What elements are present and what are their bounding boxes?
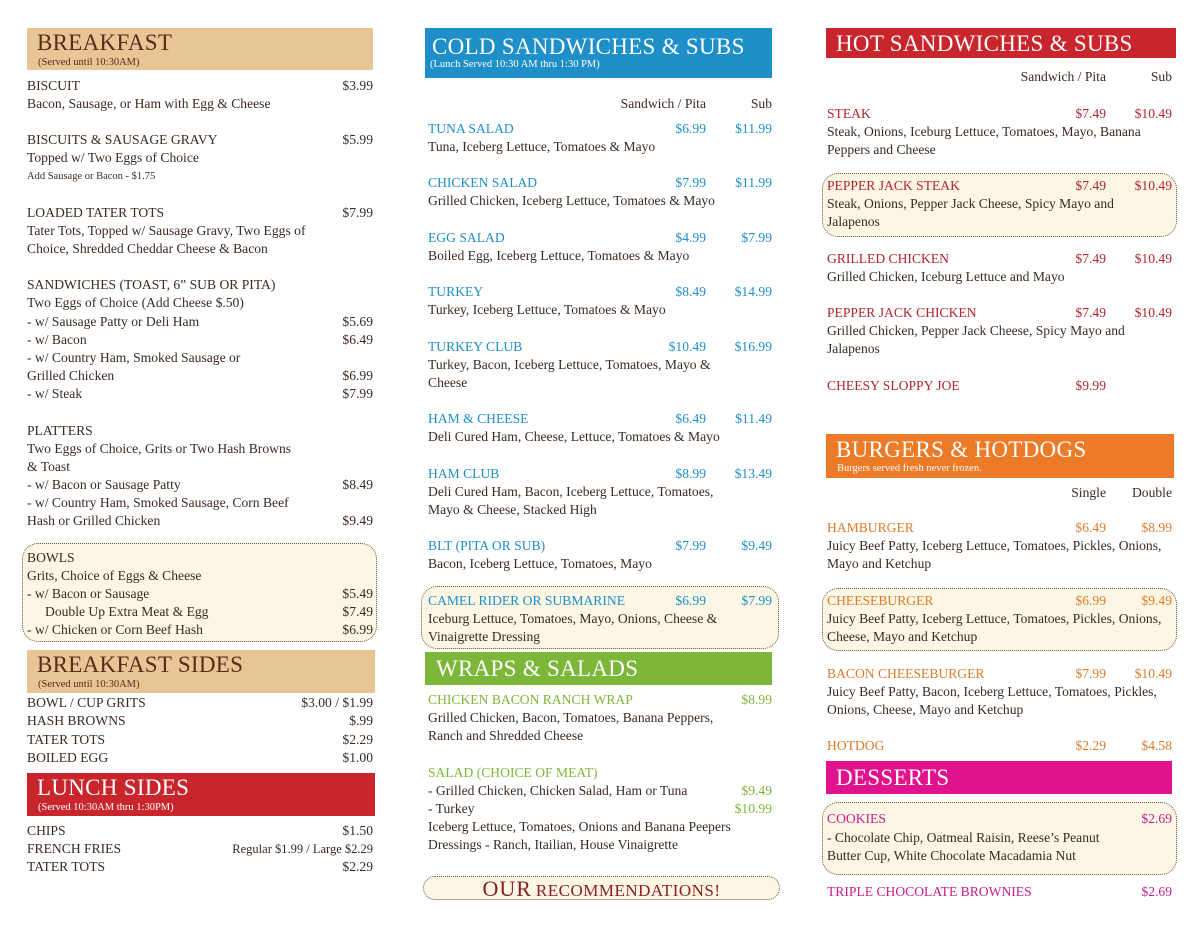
burger-item-price-double: $4.58	[1141, 738, 1172, 753]
item-tots-desc1: Tater Tots, Topped w/ Sausage Gravy, Two Eggs of	[27, 223, 306, 238]
cold-item-price-sub: $13.49	[734, 466, 772, 481]
lunch-sides-title: LUNCH SIDES	[37, 775, 190, 800]
wrap-name: CHICKEN BACON RANCH WRAP	[428, 692, 633, 707]
bside-3-price: $2.29	[342, 732, 373, 747]
lunch-sides-header	[27, 773, 375, 816]
burger-item-price-single: $2.29	[1075, 738, 1106, 753]
burger-item-price-double: $10.49	[1134, 666, 1172, 681]
item-biscuit-name: BISCUIT	[27, 78, 80, 93]
cold-item-name: TURKEY CLUB	[428, 339, 523, 354]
cold-item-desc: Tuna, Iceberg Lettuce, Tomatoes & Mayo	[428, 139, 656, 154]
cookies-desc2: Butter Cup, White Chocolate Macadamia Nut	[827, 848, 1076, 863]
bside-3-name: TATER TOTS	[27, 732, 106, 747]
item-gravy-note: Add Sausage or Bacon - $1.75	[27, 171, 156, 182]
cold-item-price-sub: $16.99	[734, 339, 772, 354]
salad-option-2: - Turkey	[428, 801, 475, 816]
cold-item-desc2: Cheese	[428, 375, 468, 390]
salad-desc1: Iceberg Lettuce, Tomatoes, Onions and Banana Peepers	[428, 819, 731, 834]
cold-item-desc: Deli Cured Ham, Cheese, Lettuce, Tomatoes & Mayo	[428, 429, 720, 444]
bside-2-name: HASH BROWNS	[27, 713, 126, 728]
sandwich-option-4: - w/ Steak	[27, 386, 83, 401]
hot-header	[826, 28, 1176, 58]
bowl-option-2: Double Up Extra Meat & Egg	[45, 604, 209, 619]
hot-item-name: PEPPER JACK STEAK	[827, 178, 960, 193]
burger-item-desc2: Mayo and Ketchup	[827, 556, 932, 571]
recommendations-big: OUR	[482, 876, 532, 901]
cold-title: COLD SANDWICHES & SUBS	[432, 34, 745, 59]
hot-item-price-sub: $10.49	[1134, 251, 1172, 266]
bowl-option-1-price: $5.49	[342, 586, 373, 601]
burger-item-name: BACON CHEESEBURGER	[827, 666, 985, 681]
bowl-option-1: - w/ Bacon or Sausage	[27, 586, 150, 601]
hot-item-name: GRILLED CHICKEN	[827, 251, 949, 266]
cold-item-desc: Boiled Egg, Iceberg Lettuce, Tomatoes & Mayo	[428, 248, 690, 263]
burger-item-desc: Juicy Beef Patty, Iceberg Lettuce, Tomatoes, Pickles, Onions,	[827, 611, 1162, 626]
burgers-col-double: Double	[1131, 485, 1172, 500]
sandwich-option-1: - w/ Sausage Patty or Deli Ham	[27, 314, 200, 329]
item-sandwiches-desc: Two Eggs of Choice (Add Cheese $.50)	[27, 295, 244, 310]
breakfast-sides-subtitle: (Served until 10:30AM)	[38, 679, 140, 690]
bowl-option-3-price: $6.99	[342, 622, 373, 637]
sandwich-option-2-price: $6.49	[342, 332, 373, 347]
cold-item-desc2: Mayo & Cheese, Stacked High	[428, 502, 597, 517]
breakfast-subtitle: (Served until 10:30AM)	[38, 57, 140, 68]
burger-item-desc2: Cheese, Mayo and Ketchup	[827, 629, 978, 644]
hot-item-price-sandwich: $9.99	[1075, 378, 1106, 393]
cold-item-name: CHICKEN SALAD	[428, 175, 538, 190]
recommendations-rest: RECOMMENDATIONS!	[535, 881, 721, 900]
cold-item-price-sub: $11.99	[735, 175, 772, 190]
cold-item-price-sandwich: $8.99	[675, 466, 706, 481]
recommendations-text	[423, 876, 780, 902]
hot-item-desc: Steak, Onions, Pepper Jack Cheese, Spicy Mayo and	[827, 196, 1114, 211]
salad-option-1-price: $9.49	[741, 783, 772, 798]
cold-item-desc: Turkey, Iceberg Lettuce, Tomatoes & Mayo	[428, 302, 666, 317]
hot-item-desc: Steak, Onions, Iceburg Lettuce, Tomatoes, Mayo, Banana	[827, 124, 1141, 139]
hot-item-price-sandwich: $7.49	[1075, 305, 1106, 320]
item-platters-desc1: Two Eggs of Choice, Grits or Two Hash Browns	[27, 441, 292, 456]
bside-2-price: $.99	[349, 713, 373, 728]
hot-item-price-sub: $10.49	[1134, 178, 1172, 193]
hot-title: HOT SANDWICHES & SUBS	[836, 31, 1133, 56]
lside-3-name: TATER TOTS	[27, 859, 106, 874]
hot-item-price-sandwich: $7.49	[1075, 178, 1106, 193]
hot-item-price-sub: $10.49	[1134, 106, 1172, 121]
bside-4-price: $1.00	[342, 750, 373, 765]
cold-item-price-sub: $14.99	[734, 284, 772, 299]
cookies-name: COOKIES	[827, 811, 886, 826]
brownies-name: TRIPLE CHOCOLATE BROWNIES	[827, 884, 1032, 899]
bside-4-name: BOILED EGG	[27, 750, 109, 765]
cold-item-desc: Grilled Chicken, Iceberg Lettuce, Tomatoes & Mayo	[428, 193, 715, 208]
cold-item-price-sandwich: $6.49	[675, 411, 706, 426]
lside-1-name: CHIPS	[27, 823, 66, 838]
cold-subtitle: (Lunch Served 10:30 AM thru 1:30 PM)	[430, 59, 600, 70]
burger-item-price-double: $9.49	[1141, 593, 1172, 608]
cold-item-price-sandwich: $7.99	[675, 538, 706, 553]
cold-item-name: TUNA SALAD	[428, 121, 514, 136]
hot-col-sandwich: Sandwich / Pita	[1020, 69, 1106, 84]
item-gravy-price: $5.99	[342, 132, 373, 147]
brownies-price: $2.69	[1141, 884, 1172, 899]
cold-item-name: TURKEY	[428, 284, 484, 299]
item-tots-price: $7.99	[342, 205, 373, 220]
burgers-title: BURGERS & HOTDOGS	[836, 437, 1087, 462]
sandwich-option-3a: - w/ Country Ham, Smoked Sausage or	[27, 350, 241, 365]
breakfast-sides-header	[27, 650, 375, 693]
wrap-price: $8.99	[741, 692, 772, 707]
item-biscuit-price: $3.99	[342, 78, 373, 93]
item-biscuit-desc: Bacon, Sausage, or Ham with Egg & Cheese	[27, 96, 271, 111]
camel-name: CAMEL RIDER OR SUBMARINE	[428, 593, 625, 608]
sandwich-option-1-price: $5.69	[342, 314, 373, 329]
hot-item-name: CHEESY SLOPPY JOE	[827, 378, 960, 393]
salad-option-1: - Grilled Chicken, Chicken Salad, Ham or Tuna	[428, 783, 688, 798]
salad-desc2: Dressings - Ranch, Itailian, House Vinaigrette	[428, 837, 678, 852]
camel-desc2: Vinaigrette Dressing	[428, 629, 541, 644]
cold-item-desc: Bacon, Iceberg Lettuce, Tomatoes, Mayo	[428, 556, 652, 571]
hot-item-price-sandwich: $7.49	[1075, 106, 1106, 121]
burger-item-price-single: $7.99	[1075, 666, 1106, 681]
item-gravy-name: BISCUITS & SAUSAGE GRAVY	[27, 132, 218, 147]
desserts-header	[826, 761, 1172, 794]
cold-item-name: HAM & CHEESE	[428, 411, 529, 426]
cold-item-desc: Turkey, Bacon, Iceberg Lettuce, Tomatoes, Mayo &	[428, 357, 711, 372]
bowl-option-2-price: $7.49	[342, 604, 373, 619]
bside-1-price: $3.00 / $1.99	[301, 695, 373, 710]
camel-price-sub: $7.99	[741, 593, 772, 608]
cold-item-name: EGG SALAD	[428, 230, 505, 245]
lunch-sides-subtitle: (Served 10:30AM thru 1:30PM)	[38, 802, 174, 813]
sandwich-option-3-price: $6.99	[342, 368, 373, 383]
burger-item-price-double: $8.99	[1141, 520, 1172, 535]
bside-1-name: BOWL / CUP GRITS	[27, 695, 146, 710]
lside-1-price: $1.50	[342, 823, 373, 838]
platter-option-1: - w/ Bacon or Sausage Patty	[27, 477, 181, 492]
salad-name: SALAD (CHOICE OF MEAT)	[428, 765, 598, 780]
burgers-col-single: Single	[1071, 485, 1106, 500]
cookies-desc1: - Chocolate Chip, Oatmeal Raisin, Reese’s Peanut	[827, 830, 1100, 845]
lside-2-name: FRENCH FRIES	[27, 841, 122, 856]
burger-item-name: CHEESEBURGER	[827, 593, 934, 608]
sandwich-option-4-price: $7.99	[342, 386, 373, 401]
cold-item-price-sandwich: $6.99	[675, 121, 706, 136]
hot-item-desc2: Peppers and Cheese	[827, 142, 936, 157]
hot-item-price-sub: $10.49	[1134, 305, 1172, 320]
item-tots-name: LOADED TATER TOTS	[27, 205, 165, 220]
item-tots-desc2: Choice, Shredded Cheddar Cheese & Bacon	[27, 241, 268, 256]
sandwich-option-2: - w/ Bacon	[27, 332, 87, 347]
hot-item-price-sandwich: $7.49	[1075, 251, 1106, 266]
cold-item-price-sandwich: $10.49	[668, 339, 706, 354]
cold-item-price-sandwich: $8.49	[675, 284, 706, 299]
desserts-title: DESSERTS	[836, 765, 950, 790]
breakfast-title: BREAKFAST	[37, 30, 173, 55]
bowl-option-3: - w/ Chicken or Corn Beef Hash	[27, 622, 203, 637]
burgers-header	[826, 434, 1174, 478]
cold-item-price-sub: $7.99	[741, 230, 772, 245]
sandwich-option-3b: Grilled Chicken	[27, 368, 115, 383]
salad-option-2-price: $10.99	[734, 801, 772, 816]
camel-desc1: Iceburg Lettuce, Tomatoes, Mayo, Onions, Cheese &	[428, 611, 718, 626]
wraps-title: WRAPS & SALADS	[436, 656, 639, 681]
cold-item-name: BLT (PITA OR SUB)	[428, 538, 546, 553]
hot-item-name: STEAK	[827, 106, 871, 121]
cold-item-price-sandwich: $4.99	[675, 230, 706, 245]
wraps-header	[425, 652, 772, 685]
hot-item-name: PEPPER JACK CHICKEN	[827, 305, 977, 320]
burger-item-price-single: $6.99	[1075, 593, 1106, 608]
hot-item-desc: Grilled Chicken, Pepper Jack Cheese, Spicy Mayo and	[827, 323, 1125, 338]
cold-item-name: HAM CLUB	[428, 466, 500, 481]
item-sandwiches-name: SANDWICHES (TOAST, 6” SUB OR PITA)	[27, 277, 276, 292]
item-platters-name: PLATTERS	[27, 423, 93, 438]
breakfast-sides-title: BREAKFAST SIDES	[37, 652, 244, 677]
breakfast-header	[27, 28, 373, 70]
cold-col-sub: Sub	[750, 96, 772, 111]
camel-price-sandwich: $6.99	[675, 593, 706, 608]
hot-col-sub: Sub	[1150, 69, 1172, 84]
hot-item-desc2: Jalapenos	[827, 341, 880, 356]
cold-item-desc: Deli Cured Ham, Bacon, Iceberg Lettuce, Tomatoes,	[428, 484, 714, 499]
item-bowls-name: BOWLS	[27, 550, 75, 565]
burger-item-price-single: $6.49	[1075, 520, 1106, 535]
cookies-price: $2.69	[1141, 811, 1172, 826]
cold-item-price-sub: $11.49	[735, 411, 772, 426]
cold-item-price-sub: $11.99	[735, 121, 772, 136]
burgers-subtitle: Burgers served fresh never frozen.	[837, 463, 982, 474]
burger-item-desc: Juicy Beef Patty, Iceberg Lettuce, Tomatoes, Pickles, Onions,	[827, 538, 1162, 553]
platter-option-1-price: $8.49	[342, 477, 373, 492]
hot-item-desc2: Jalapenos	[827, 214, 880, 229]
platter-option-2a: - w/ Country Ham, Smoked Sausage, Corn Beef	[27, 495, 289, 510]
burger-item-name: HOTDOG	[827, 738, 885, 753]
item-bowls-desc: Grits, Choice of Eggs & Cheese	[27, 568, 202, 583]
platter-option-2b: Hash or Grilled Chicken	[27, 513, 161, 528]
cold-item-price-sandwich: $7.99	[675, 175, 706, 190]
burger-item-name: HAMBURGER	[827, 520, 914, 535]
lside-2-price: Regular $1.99 / Large $2.29	[232, 842, 373, 856]
wrap-desc1: Grilled Chicken, Bacon, Tomatoes, Banana Peppers,	[428, 710, 714, 725]
burger-item-desc2: Onions, Cheese, Mayo and Ketchup	[827, 702, 1024, 717]
platter-option-2-price: $9.49	[342, 513, 373, 528]
burger-item-desc: Juicy Beef Patty, Bacon, Iceberg Lettuce, Tomatoes, Pickles,	[827, 684, 1157, 699]
hot-item-desc: Grilled Chicken, Iceburg Lettuce and Mayo	[827, 269, 1065, 284]
wrap-desc2: Ranch and Shredded Cheese	[428, 728, 584, 743]
cold-item-price-sub: $9.49	[741, 538, 772, 553]
lside-3-price: $2.29	[342, 859, 373, 874]
cold-header	[425, 28, 772, 78]
item-gravy-desc: Topped w/ Two Eggs of Choice	[27, 150, 199, 165]
item-platters-desc2: & Toast	[27, 459, 70, 474]
cold-col-sandwich: Sandwich / Pita	[620, 96, 706, 111]
